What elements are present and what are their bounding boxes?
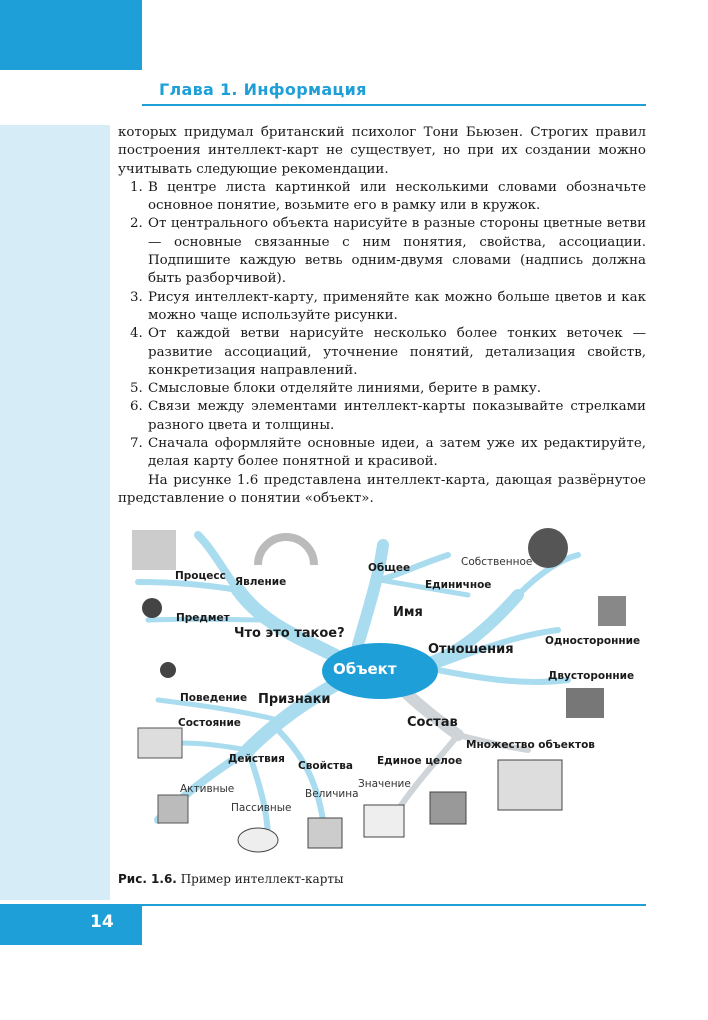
brick-wall-icon — [308, 818, 342, 848]
portrait-icon — [528, 528, 568, 568]
cat-icon — [238, 828, 278, 852]
label-one-sided: Односторонние — [545, 635, 641, 647]
label-relations: Отношения — [428, 642, 514, 657]
recommendations-list — [118, 179, 646, 472]
intro-paragraph: которых придумал британский психолог Тони Бьюзен. Строгих правил построения интеллект-карт не существует, но при их создании можно учитывать следующие рекомендации. — [118, 125, 646, 177]
label-composition: Состав — [407, 715, 458, 730]
label-value: Значение — [358, 778, 411, 790]
label-behavior: Поведение — [180, 692, 248, 704]
list-item: 6. Связи между элементами интеллект-карты показывайте стрелками разного цвета и толщины. — [130, 399, 646, 433]
newspaper-icon — [138, 728, 182, 758]
page-number: 14 — [90, 912, 114, 932]
person-computer-icon — [158, 795, 188, 823]
puzzle-icon — [430, 792, 466, 824]
outro-paragraph: На рисунке 1.6 представлена интеллект-карта, дающая развёрнутое представление о понятии «объект». — [118, 472, 646, 506]
figure-icon — [160, 662, 176, 678]
label-actions: Действия — [228, 753, 285, 765]
label-state: Состояние — [178, 717, 241, 729]
label-name: Имя — [393, 605, 423, 620]
header-rule — [142, 104, 646, 106]
center-label: Объект — [333, 660, 397, 678]
label-magnitude: Величина — [305, 788, 359, 800]
label-passive: Пассивные — [231, 802, 292, 814]
label-active: Активные — [180, 783, 235, 795]
apple-icon — [142, 598, 162, 618]
process-icon — [132, 530, 176, 570]
rainbow-icon — [258, 537, 314, 565]
puzzle-pieces-icon — [498, 760, 562, 810]
label-single: Единичное — [425, 579, 492, 591]
house-icon — [364, 805, 404, 837]
handshake-icon — [566, 688, 604, 718]
label-two-sided: Двусторонние — [548, 670, 635, 682]
label-whole: Единое целое — [377, 755, 463, 767]
caption-text: Пример интеллект-карты — [176, 872, 344, 886]
label-features: Признаки — [258, 692, 331, 707]
label-common: Общее — [368, 562, 411, 574]
label-many: Множество объектов — [466, 739, 595, 751]
list-item: 1. В центре листа картинкой или несколькими словами обозначьте основное понятие, возьмите его в рамку или в кружок. — [130, 179, 646, 214]
label-properties: Свойства — [298, 760, 353, 772]
list-item: 7. Сначала оформляйте основные идеи, а затем уже их редактируйте, делая карту более понятной и красивой. — [130, 436, 646, 470]
caption-label: Рис. 1.6. — [118, 872, 177, 886]
top-color-band — [0, 0, 142, 70]
side-color-band — [0, 125, 110, 900]
label-process: Процесс — [175, 570, 226, 582]
label-what: Что это такое? — [234, 626, 345, 641]
list-item: 2. От центрального объекта нарисуйте в разные стороны цветные ветви — основные связанные с ним понятия, свойства, ассоциации. Подпишите каждую ветвь одним-двумя словами (надпись должна быть разборчивой). — [130, 216, 646, 287]
page-number-box — [0, 905, 142, 945]
label-own: Собственное — [461, 556, 533, 568]
label-object-item: Предмет — [176, 612, 230, 624]
list-item: 5. Смысловые блоки отделяйте линиями, берите в рамку. — [130, 381, 541, 397]
list-item: 4. От каждой ветви нарисуйте несколько более тонких веточек — развитие ассоциаций, уточнение понятий, детализация свойств, конкретизация направлений. — [130, 326, 646, 378]
mind-map-figure — [118, 520, 646, 870]
body-text — [118, 124, 646, 508]
label-phenomenon: Явление — [235, 576, 287, 588]
list-item: 3. Рисуя интеллект-карту, применяйте как можно больше цветов и как можно чаще используйте рисунки. — [130, 289, 646, 323]
chapter-title: Глава 1. Информация — [159, 80, 367, 99]
hand-flower-icon — [598, 596, 626, 626]
figure-caption — [118, 872, 344, 886]
